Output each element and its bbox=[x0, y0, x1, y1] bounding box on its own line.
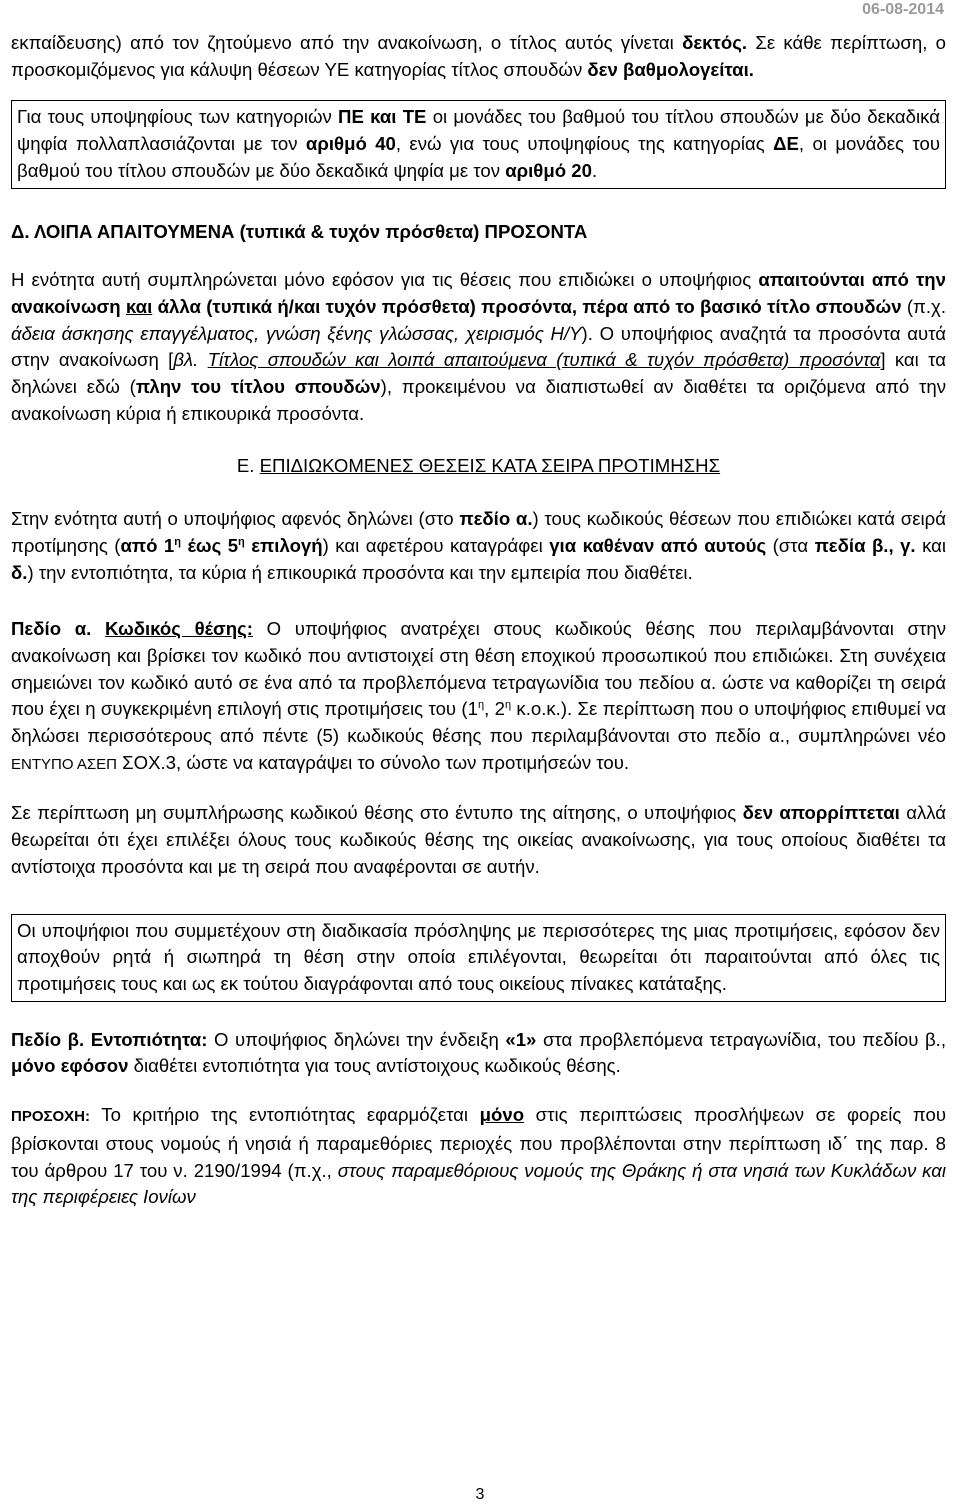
intro-paragraph: εκπαίδευσης) από τον ζητούμενο από την ανακοίνωση, ο τίτλος αυτός γίνεται δεκτός. Σε κάθε περίπτωση, ο προσκομιζόμενος για κάλυψη θέσεων ΥΕ κατηγορίας τίτλος σπουδών δεν βαθμολογείται. bbox=[11, 32, 946, 80]
no-code-paragraph: Σε περίπτωση μη συμπλήρωσης κωδικού θέσης στο έντυπο της αίτησης, ο υποψήφιος δεν απορρίπτεται αλλά θεωρείται ότι έχει επιλέξει όλους τους κωδικούς θέσης της οικείας ανακοίνωσης, για τους οποίους διαθέτει τα αντίστοιχα προσόντα και με τη σειρά που αναφέρονται σε αυτήν. bbox=[11, 802, 947, 877]
attention-label: ΠΡΟΣΟΧΗ: bbox=[11, 1108, 91, 1126]
field-a-paragraph: Πεδίο α. Κωδικός θέσης: Ο υποψήφιος ανατρέχει στους κωδικούς θέσης που περιλαμβάνονται στην ανακοίνωση και βρίσκει τον κωδικό που αντιστοιχεί στη θέση εποχικού προσωπικού που επιδιώκει. Στη συνέχεια σημειώνει τον κωδικό αυτό σε ένα από τα προβλεπόμενα τετραγωνίδια του πεδίου α. ώστε να καθορίζει τη σειρά που έχει η συγκεκριμένη επιλογή στις προτιμήσεις του ($1^\eta$, $2^\eta$ κ.ο.κ.). Σε περίπτωση που ο υποψήφιος επιθυμεί να δηλώσει περισσότερους από πέντε (5) κωδικούς θέσης που περιλαμβάνονται στο πεδίο α., συμπληρώνει νέο ΕΝΤΥΠΟ ΑΣΕΠ ΣΟΧ.3, ώστε να καταγράψει το σύνολο των προτιμήσεών του. bbox=[11, 618, 946, 773]
document-date: 06-08-2014 bbox=[862, 1, 944, 18]
section-e-paragraph: Στην ενότητα αυτή ο υποψήφιος αφενός δηλώνει (στο πεδίο α.) τους κωδικούς θέσεων που επιδιώκει κατά σειρά προτίμησης (από $1^\eta$ έως $5^\eta$ επιλογή) και αφετέρου καταγράφει για καθέναν από αυτούς (στα πεδία β., γ. και δ.) την εντοπιότητα, τα κύρια ή επικουρικά προσόντα και την εμπειρία που διαθέτει. bbox=[11, 508, 947, 583]
multiple-preferences-box: Οι υποψήφιοι που συμμετέχουν στη διαδικασία πρόσληψης με περισσότερες της μιας προτιμήσεις, εφόσον δεν αποχθούν ρητά ή σιωπηρά τη θέση στην οποία επιλέγονται, θεωρείται ότι παραιτούνται από όλες τις προτιμήσεις τους και ως εκ τούτου διαγράφονται από τους οικείους πίνακες κατάταξης. bbox=[11, 914, 946, 1002]
page-number: 3 bbox=[475, 1486, 485, 1503]
field-a-label: Πεδίο α. bbox=[11, 618, 92, 640]
field-b-paragraph: Πεδίο β. Εντοπιότητα: Ο υποψήφιος δηλώνει την ένδειξη «1» στα προβλεπόμενα τετραγωνίδια, του πεδίου β., μόνο εφόσον διαθέτει εντοπιότητα για τους αντίστοιχους κωδικούς θέσης. bbox=[11, 1028, 947, 1077]
section-d-heading: Δ. ΛΟΙΠΑ ΑΠΑΙΤΟΥΜΕΝΑ (τυπικά & τυχόν πρόσθετα) ΠΡΟΣΟΝΤΑ bbox=[11, 220, 588, 242]
grade-multiplier-box: Για τους υποψηφίους των κατηγοριών ΠΕ και ΤΕ οι μονάδες του βαθμού του τίτλου σπουδών με δύο δεκαδικά ψηφία πολλαπλασιάζονται με τον αριθμό 40, ενώ για τους υποψηφίους της κατηγορίας ΔΕ, οι μονάδες του βαθμού του τίτλου σπουδών με δύο δεκαδικά ψηφία με τον αριθμό 20. bbox=[11, 100, 946, 188]
field-a-title: Κωδικός θέσης: bbox=[105, 618, 253, 640]
document-page bbox=[11, 30, 946, 1211]
field-b-label: Πεδίο β. bbox=[11, 1028, 85, 1050]
field-b-title: Εντοπιότητα: bbox=[90, 1028, 208, 1050]
attention-paragraph: ΠΡΟΣΟΧΗ: Το κριτήριο της εντοπιότητας εφαρμόζεται μόνο στις περιπτώσεις προσλήψεων σε φορείς που βρίσκονται στους νομούς ή νησιά ή παραμεθόριες περιοχές που προβλέπονται στην περίπτωση ιδ΄ της παρ. 8 του άρθρου 17 του ν. 2190/1994 (π.χ., στους παραμεθόριους νομούς της Θράκης ή στα νησιά των Κυκλάδων και της περιφέρειες Ιονίων bbox=[11, 1104, 946, 1208]
section-e-heading: Ε. ΕΠΙΔΙΩΚΟΜΕΝΕΣ ΘΕΣΕΙΣ ΚΑΤΑ ΣΕΙΡΑ ΠΡΟΤΙΜΗΣΗΣ bbox=[236, 455, 721, 477]
section-d-paragraph: Η ενότητα αυτή συμπληρώνεται μόνο εφόσον για τις θέσεις που επιδιώκει ο υποψήφιος απαιτούνται από την ανακοίνωση και άλλα (τυπικά ή/και τυχόν πρόσθετα) προσόντα, πέρα από το βασικό τίτλο σπουδών (π.χ. άδεια άσκησης επαγγέλματος, γνώση ξένης γλώσσας, χειρισμός Η/Υ). Ο υποψήφιος αναζητά τα προσόντα αυτά στην ανακοίνωση [βλ. Τίτλος σπουδών και λοιπά απαιτούμενα (τυπικά & τυχόν πρόσθετα) προσόντα] και τα δηλώνει εδώ (πλην του τίτλου σπουδών), προκειμένου να διαπιστωθεί αν διαθέτει τα οριζόμενα από την ανακοίνωση κύρια ή επικουρικά προσόντα. bbox=[11, 269, 946, 424]
